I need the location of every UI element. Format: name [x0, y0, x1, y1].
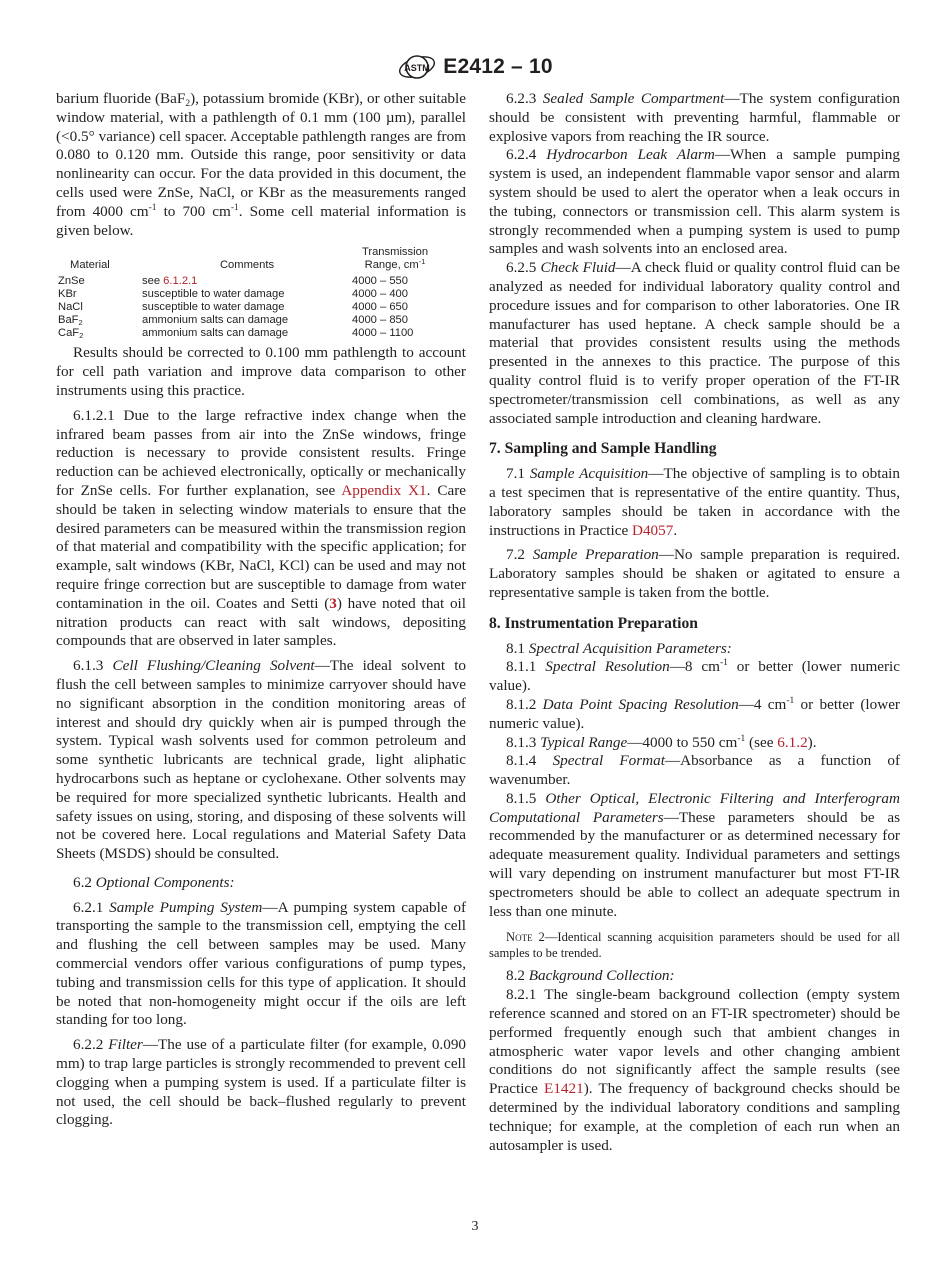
link-e1421[interactable]: E1421: [544, 1080, 584, 1098]
paragraph-6-1-3: 6.1.3 Cell Flushing/Cleaning Solvent—The ideal solvent to flush the cell between samples to minimize carryover should have no significant absorption in the condition monitoring areas of interest and should dry quickly when air is pumped through the system. Typical wash solvents used for common petroleum and some synthetic lubricants are technical grade, light aliphatic hydrocarbons such as heptane or cyclohexane. Other solvents may be required for more specialized synthetic lubricants. Health and safety issues on using, storing, and disposing of these solvents will not be covered here. Local regulations and Material Safety Data Sheets (MSDS) should be consulted.: [56, 657, 467, 863]
paragraph-6-1-2-1: 6.1.2.1 Due to the large refractive index change when the infrared beam passes from air into the ZnSe windows, fringe reduction is necessary to provide consistent results. Fringe reduction can be achieved electronically, optically or mechanically for ZnSe cells. For further explanation, see Appendix X1. Care should be taken in selecting window materials to ensure that the desired parameters can be measured within the transmission region of that material and compatibility with the specific application; for example, salt windows (KBr, NaCl, KCl) can be used and may not require fringe correction but are susceptible to damage from water contamination in the oil. Coates and Setti (3) have noted that oil nitration products can react with salt windows, depositing compounds that are observed in later samples.: [56, 406, 467, 650]
paragraph-7-1: 7.1 Sample Acquisition—The objective of sampling is to obtain a test specimen that is representative of the entire quantity. Thus, laboratory samples should be taken in accordance with the instructions in Practice D4057.: [489, 465, 900, 539]
header-range: Transmission Range, $cm^{-1}$: [361, 246, 429, 272]
page-header: [0, 52, 950, 82]
paragraph-8-2-1: 8.2.1 The single-beam background collection (empty system reference scanned and stored on an FT-IR spectrometer) should be performed frequently enough such that ambient changes in atmospheric water vapor levels and other changing ambient conditions do not significantly affect the sample results (see Practice E1421). The frequency of background checks should be determined by the individual laboratory conditions and sampling technique; for example, at the completion of each run when an autosampler is used.: [489, 986, 900, 1154]
link-6-1-2-1[interactable]: 6.1.2.1: [163, 275, 198, 288]
page-number: 3: [471, 1219, 479, 1234]
paragraph-8-1-1: 8.1.1 Spectral Resolution—8 $cm^{-1}$ or better (lower numeric value).: [489, 658, 901, 695]
table-row: NaCl susceptible to water damage 4000 – 650: [58, 301, 408, 314]
table-row: BaF$_2$ ammonium salts can damage 4000 – 850: [58, 314, 408, 328]
right-column: [489, 90, 900, 1155]
note-2: Note 2—Identical scanning acquisition parameters should be used for all samples to be trended.: [489, 930, 900, 961]
cell-material-table: [58, 246, 438, 340]
paragraph-8-1-2: 8.1.2 Data Point Spacing Resolution—4 $cm^{-1}$ or better (lower numeric value).: [489, 695, 900, 732]
link-6-1-2[interactable]: 6.1.2: [777, 733, 808, 751]
paragraph-8-1-4: 8.1.4 Spectral Format—Absorbance as a function of wavenumber.: [489, 752, 900, 789]
table-row: CaF$_2$ ammonium salts can damage 4000 – 1100: [58, 327, 414, 341]
reference-3-link[interactable]: 3: [329, 594, 337, 612]
table-row: KBr susceptible to water damage 4000 – 400: [58, 288, 408, 301]
paragraph-pathlength-correction: Results should be corrected to 0.100 mm pathlength to account for cell path variation and improve data comparison to other instruments using this practice.: [56, 344, 466, 399]
section-7-heading: 7. Sampling and Sample Handling: [489, 440, 717, 458]
link-appendix-x1[interactable]: Appendix X1: [341, 481, 427, 499]
paragraph-7-2: 7.2 Sample Preparation—No sample preparation is required. Laboratory samples should be shaken or agitated to ensure a representative sample is taken from the bottle.: [489, 546, 900, 601]
link-d4057[interactable]: D4057: [631, 521, 674, 539]
paragraph-6-2-1: 6.2.1 Sample Pumping System—A pumping system capable of transporting the sample to the transmission cell, emptying the cell and flushing the cell between samples may be used. Many commercial vendors offer various configurations of pump types, tubing and transmission cells for this type of application. It should be noted that non-homogeneity might occur if the oils are left standing for too long.: [56, 898, 466, 1029]
paragraph-8-1-3: 8.1.3 Typical Range—4000 to 550 $cm^{-1}$ (see 6.1.2).: [506, 733, 817, 751]
header-comments: Comments: [219, 259, 275, 272]
table-header-row: [58, 246, 438, 275]
paragraph-8-1-5: 8.1.5 Other Optical, Electronic Filtering and Interferogram Computational Parameters—These parameters should be as recommended by the manufacturer or as determined necessary for adequate measurement quality. Individual parameters and settings will vary depending on instrument manufacturer but most FT-IR spectrometers should be able to collect an adequate spectrum in less than one minute.: [489, 789, 900, 920]
paragraph-6-2-5: 6.2.5 Check Fluid—A check fluid or quality control fluid can be analyzed as needed for individual laboratory quality control and procedure issues and for comparison to other laboratories. One IR manufacturer has used heptane. A check sample should be a material that provides consistent results using the methods presented in the annexes to this practice. The purpose of this quality control fluid is to verify proper operation of the FT-IR spectrometer/transmission cell combinations, as well as any associated sample introduction and cleaning hardware.: [489, 259, 900, 427]
svg-text:ASTM: ASTM: [404, 63, 431, 73]
document-id: E2412 – 10: [443, 55, 553, 78]
header-material: Material: [70, 259, 110, 272]
astm-logo-icon: [397, 52, 437, 82]
paragraph-6-2-4: 6.2.4 Hydrocarbon Leak Alarm—When a sample pumping system is used, an independent flammable vapor sensor and alarm system should be used to alert the operator when a leak occurs in the tubing, connectors or transmission cell. This alarm system is strongly recommended when a pumping system is used to pump samples and wash solvents into an enclosed area.: [489, 146, 900, 258]
paragraph-8-2: 8.2 Background Collection:: [506, 967, 675, 985]
section-8-heading: 8. Instrumentation Preparation: [489, 614, 698, 632]
paragraph-6-2-2: 6.2.2 Filter—The use of a particulate filter (for example, 0.090 mm) to trap large particles is strongly recommended to prevent cell clogging when a pumping system is used. If a particulate filter is not used, the cell should be back–flushed regularly to prevent clogging.: [56, 1036, 467, 1129]
paragraph-8-1: 8.1 Spectral Acquisition Parameters:: [506, 639, 732, 657]
table-row: ZnSe see 6.1.2.1 4000 – 550: [58, 275, 408, 288]
paragraph-6-2: 6.2 Optional Components:: [73, 873, 235, 891]
paragraph-6-2-3: 6.2.3 Sealed Sample Compartment—The system configuration should be consistent with preventing harmful, flammable or explosive vapors from reaching the IR source.: [489, 90, 900, 145]
paragraph-cell-windows: barium fluoride (BaF$_2$), potassium bromide (KBr), or other suitable window material, with a pathlength of 0.1 mm (100 µm), parallel (<0.5° variance) cell spacer. Acceptable pathlength ranges are from 0.080 to 0.120 mm. Outside this range, poor sensitivity or data nonlinearity can occur. For the data provided in this document, the cells used were ZnSe, NaCl, or KBr as the measurements ranged from 4000 $cm^{-1}$ to 700 $cm^{-1}$. Some cell material information is given below.: [56, 90, 466, 239]
left-column: [56, 90, 466, 1130]
